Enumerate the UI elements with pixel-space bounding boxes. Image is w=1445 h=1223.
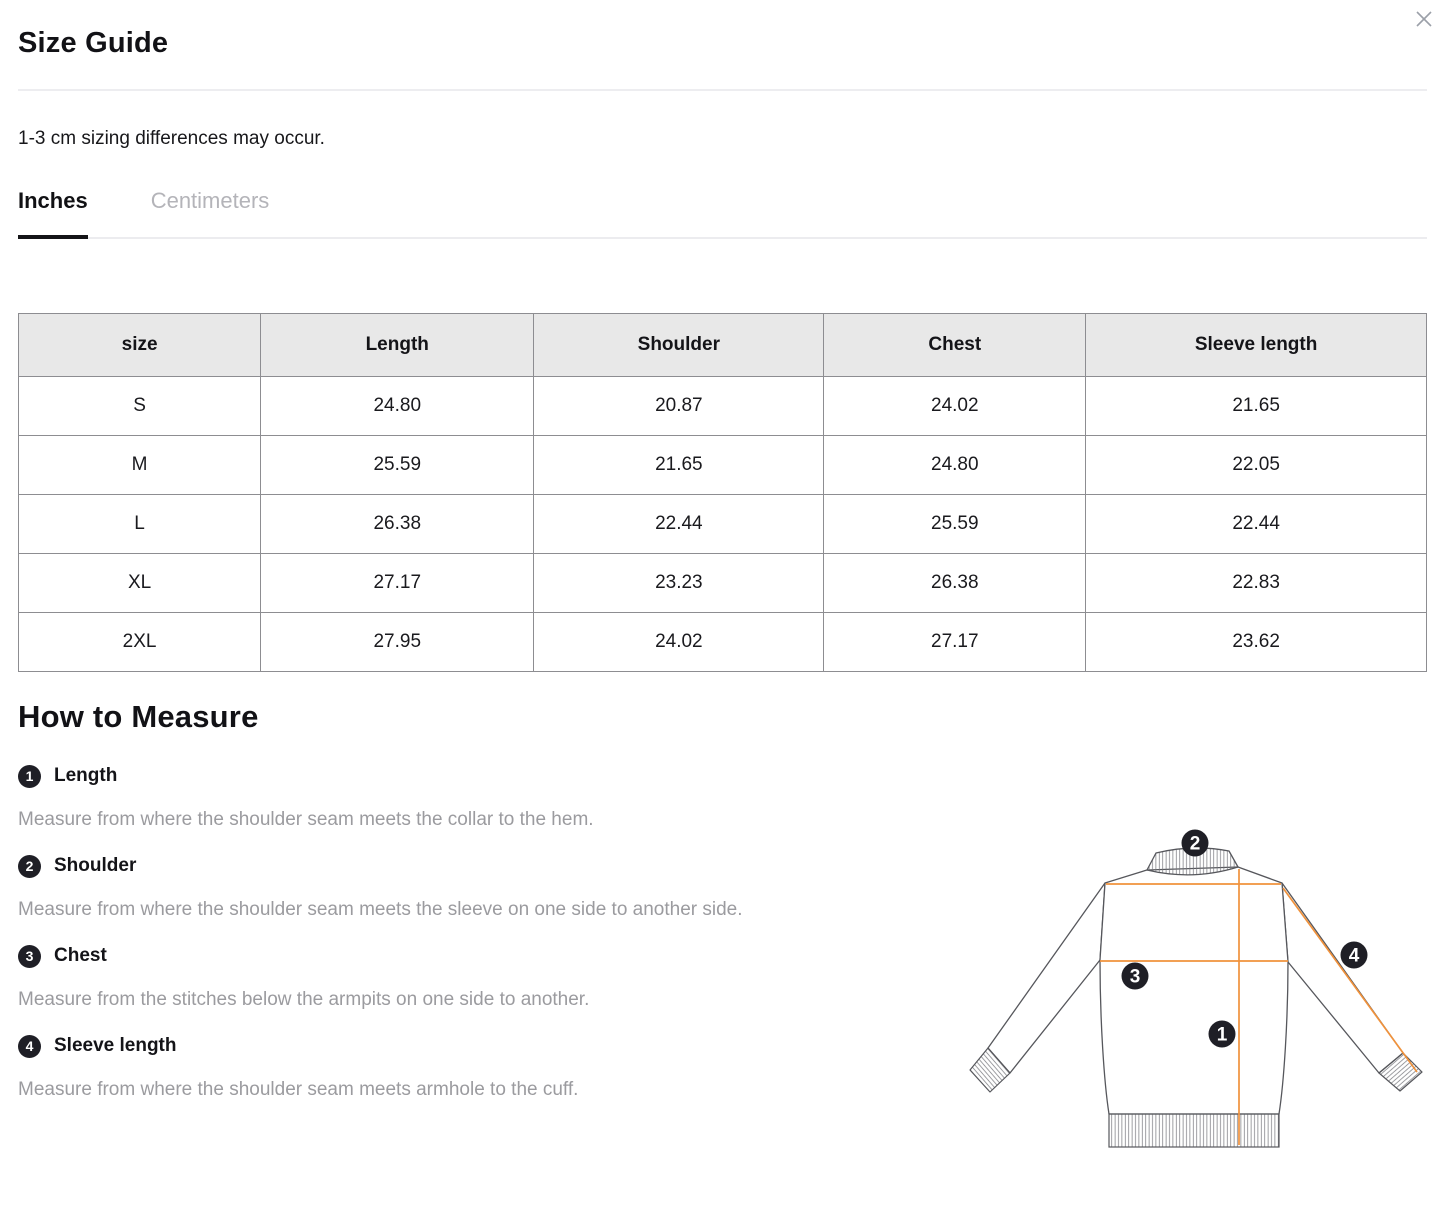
unit-tabbar <box>18 187 1427 239</box>
marker-4 <box>1341 942 1368 969</box>
cell-shoulder: 24.02 <box>534 613 824 672</box>
measure-label: Chest <box>54 945 107 966</box>
col-header-sleeve-length: Sleeve length <box>1086 314 1427 377</box>
size-table <box>18 313 1427 672</box>
sweater-illustration-icon <box>940 820 1445 1220</box>
measure-label: Sleeve length <box>54 1035 177 1056</box>
number-badge-2: 2 <box>18 855 41 878</box>
table-row <box>19 613 1427 672</box>
table-row <box>19 495 1427 554</box>
header-divider <box>18 89 1427 91</box>
tab-centimeters[interactable]: Centimeters <box>150 188 270 213</box>
cell-chest: 26.38 <box>824 554 1086 613</box>
marker-1 <box>1209 1021 1236 1048</box>
number-badge-4: 4 <box>18 1035 41 1058</box>
cell-chest: 24.02 <box>824 377 1086 436</box>
cell-sleeve-length: 21.65 <box>1086 377 1427 436</box>
cell-length: 27.95 <box>261 613 534 672</box>
cell-chest: 25.59 <box>824 495 1086 554</box>
marker-3 <box>1122 963 1149 990</box>
measure-description: Measure from where the shoulder seam meets the sleeve on one side to another side. <box>18 899 743 920</box>
cell-chest: 27.17 <box>824 613 1086 672</box>
measure-label: Length <box>54 765 118 786</box>
svg-text:2: 2 <box>1189 833 1201 855</box>
measure-description: Measure from where the shoulder seam meets armhole to the cuff. <box>18 1079 579 1100</box>
col-header-shoulder: Shoulder <box>534 314 824 377</box>
cell-size: S <box>19 377 261 436</box>
close-icon <box>1414 9 1434 29</box>
number-badge-1: 1 <box>18 765 41 788</box>
tab-inches[interactable]: Inches <box>18 187 88 239</box>
cell-length: 27.17 <box>261 554 534 613</box>
cell-size: 2XL <box>19 613 261 672</box>
cell-sleeve-length: 23.62 <box>1086 613 1427 672</box>
marker-2 <box>1182 830 1209 857</box>
page-title: Size Guide <box>18 27 169 59</box>
table-header-row <box>19 314 1427 377</box>
col-header-chest: Chest <box>824 314 1086 377</box>
cell-size: M <box>19 436 261 495</box>
col-header-size: size <box>19 314 261 377</box>
sweater-measure-diagram <box>940 820 1445 1220</box>
measure-description: Measure from the stitches below the armpits on one side to another. <box>18 989 590 1010</box>
sizing-note: 1-3 cm sizing differences may occur. <box>18 128 325 149</box>
cell-size: L <box>19 495 261 554</box>
cell-length: 25.59 <box>261 436 534 495</box>
cell-sleeve-length: 22.83 <box>1086 554 1427 613</box>
cell-shoulder: 23.23 <box>534 554 824 613</box>
number-badge-3: 3 <box>18 945 41 968</box>
cell-length: 26.38 <box>261 495 534 554</box>
cell-sleeve-length: 22.05 <box>1086 436 1427 495</box>
svg-text:4: 4 <box>1348 945 1360 967</box>
table-row <box>19 377 1427 436</box>
table-row <box>19 554 1427 613</box>
cell-size: XL <box>19 554 261 613</box>
svg-text:3: 3 <box>1129 966 1141 988</box>
svg-text:1: 1 <box>1216 1024 1228 1046</box>
cell-length: 24.80 <box>261 377 534 436</box>
cell-shoulder: 22.44 <box>534 495 824 554</box>
cell-chest: 24.80 <box>824 436 1086 495</box>
cell-shoulder: 20.87 <box>534 377 824 436</box>
col-header-length: Length <box>261 314 534 377</box>
how-to-measure-heading: How to Measure <box>18 699 259 734</box>
close-button[interactable] <box>1411 6 1437 32</box>
measure-description: Measure from where the shoulder seam meets the collar to the hem. <box>18 809 594 830</box>
table-row <box>19 436 1427 495</box>
cell-shoulder: 21.65 <box>534 436 824 495</box>
measure-label: Shoulder <box>54 855 137 876</box>
cell-sleeve-length: 22.44 <box>1086 495 1427 554</box>
